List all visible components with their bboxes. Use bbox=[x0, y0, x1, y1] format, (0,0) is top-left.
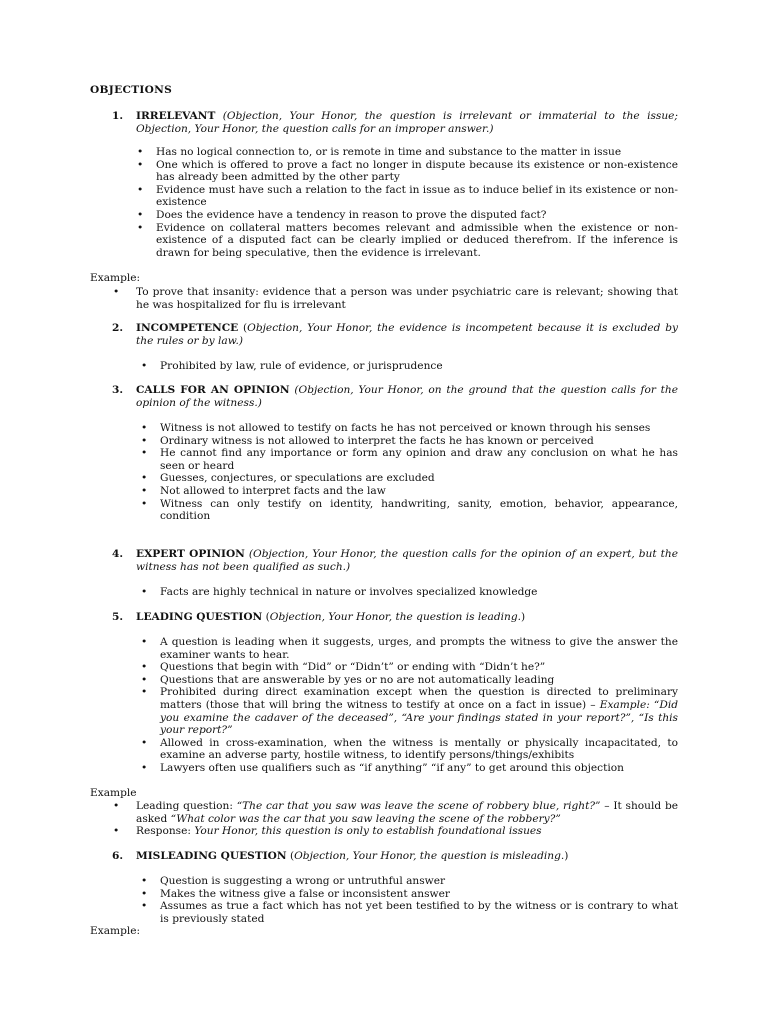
section-heading-text bbox=[136, 384, 678, 409]
bullet-list bbox=[138, 636, 678, 775]
bullet-list bbox=[134, 146, 678, 259]
objection-phrase: Objection, Your Honor, the question is leading. bbox=[269, 611, 522, 623]
list-item: • Questions that begin with “Did” or “Didn’t” or ending with “Didn’t he?” bbox=[138, 661, 678, 674]
section-heading bbox=[112, 384, 678, 409]
objection-name: LEADING QUESTION bbox=[136, 611, 263, 623]
list-item: • Witness is not allowed to testify on facts he has not perceived or known through his senses bbox=[138, 422, 678, 435]
list-item: • Prohibited by law, rule of evidence, or jurisprudence bbox=[138, 360, 678, 373]
list-item: • Assumes as true a fact which has not yet been testified to by the witness or is contrary to what is previously stated bbox=[138, 900, 678, 925]
section-heading bbox=[112, 548, 678, 573]
example-list bbox=[110, 800, 678, 838]
section-expert-opinion bbox=[112, 548, 678, 573]
list-item: • Ordinary witness is not allowed to interpret the facts he has known or perceived bbox=[138, 435, 678, 448]
example-item: • Leading question: “The car that you saw was leave the scene of robbery blue, right?” – It should be asked “What color was the car that you saw leaving the scene of the robbery?” bbox=[110, 800, 678, 825]
objection-name: CALLS FOR AN OPINION bbox=[136, 384, 290, 396]
list-item: • Does the evidence have a tendency in reason to prove the disputed fact? bbox=[134, 209, 678, 222]
objection-name: IRRELEVANT bbox=[136, 110, 216, 122]
list-item: • One which is offered to prove a fact no longer in dispute because its existence or non-existence has already been admitted by the other party bbox=[134, 159, 678, 184]
bullet-list bbox=[138, 586, 678, 599]
list-item: • Lawyers often use qualifiers such as “if anything” “if any” to get around this objection bbox=[138, 762, 678, 775]
objection-phrase: (Objection, Your Honor, on the ground that the question calls for the opinion of the witness.) bbox=[136, 384, 678, 409]
section-heading bbox=[112, 611, 678, 624]
list-item: • Prohibited during direct examination except when the question is directed to preliminary matters (those that will bring the witness to testify at once on a fact in issue) – Example: “Did you examine the cadaver of the deceased”, “Are your findings stated in your report?”, “Is this your report?” bbox=[138, 686, 678, 736]
section-heading bbox=[112, 110, 678, 135]
example-list bbox=[110, 286, 678, 311]
section-calls-for-opinion bbox=[112, 384, 678, 409]
section-number: 2. bbox=[112, 322, 124, 334]
list-item: • A question is leading when it suggests, urges, and prompts the witness to give the answer the examiner wants to hear. bbox=[138, 636, 678, 661]
bullet-list bbox=[138, 875, 678, 925]
section-incompetence bbox=[112, 322, 678, 347]
section-number: 1. bbox=[112, 110, 124, 122]
objection-phrase: (Objection, Your Honor, the question calls for the opinion of an expert, but the witness has not been qualified as such.) bbox=[136, 548, 678, 573]
list-item: • Facts are highly technical in nature or involves specialized knowledge bbox=[138, 586, 678, 599]
objection-name: EXPERT OPINION bbox=[136, 548, 245, 560]
section-heading-text: MISLEADING QUESTION (Objection, Your Honor, the question is misleading.) bbox=[136, 850, 569, 862]
objection-phrase: Objection, Your Honor, the evidence is incompetent because it is excluded by the rules or by law.) bbox=[136, 322, 678, 347]
example-item: • To prove that insanity: evidence that a person was under psychiatric care is relevant; showing that he was hospitalized for flu is irrelevant bbox=[110, 286, 678, 311]
example-item: • Response: Your Honor, this question is only to establish foundational issues bbox=[110, 825, 678, 838]
bullet-list bbox=[138, 422, 678, 523]
section-irrelevant bbox=[112, 110, 678, 135]
list-item: • He cannot find any importance or form any opinion and draw any conclusion on what he has seen or heard bbox=[138, 447, 678, 472]
section-heading-text bbox=[136, 110, 678, 135]
section-number: 6. bbox=[112, 850, 124, 862]
list-item: • Allowed in cross-examination, when the witness is mentally or physically incapacitated, to examine an adverse party, hostile witness, to identify persons/things/exhibits bbox=[138, 737, 678, 762]
document-title: OBJECTIONS bbox=[90, 84, 173, 96]
section-heading-text: LEADING QUESTION (Objection, Your Honor, the question is leading.) bbox=[136, 611, 526, 623]
list-item: • Has no logical connection to, or is remote in time and substance to the matter in issue bbox=[134, 146, 678, 159]
list-item: • Guesses, conjectures, or speculations are excluded bbox=[138, 472, 678, 485]
objection-name: MISLEADING QUESTION bbox=[136, 850, 287, 862]
section-heading bbox=[112, 850, 678, 863]
list-item: • Witness can only testify on identity, handwriting, sanity, emotion, behavior, appearance, condition bbox=[138, 498, 678, 523]
example-label: Example: bbox=[90, 272, 141, 284]
list-item: • Evidence must have such a relation to the fact in issue as to induce belief in its existence or non-existence bbox=[134, 184, 678, 209]
example-label: Example: bbox=[90, 925, 141, 937]
section-heading-text: INCOMPETENCE (Objection, Your Honor, the evidence is incompetent because it is excluded by the rules or by law.) bbox=[136, 322, 678, 347]
section-misleading-question bbox=[112, 850, 678, 863]
objection-phrase: (Objection, Your Honor, the question is irrelevant or immaterial to the issue; Objection, Your Honor, the question calls for an improper answer.) bbox=[136, 110, 678, 135]
bullet-list bbox=[138, 360, 678, 373]
section-heading bbox=[112, 322, 678, 347]
list-item: • Question is suggesting a wrong or untruthful answer bbox=[138, 875, 678, 888]
list-item: • Not allowed to interpret facts and the law bbox=[138, 485, 678, 498]
section-number: 4. bbox=[112, 548, 124, 560]
objection-phrase: Objection, Your Honor, the question is misleading. bbox=[294, 850, 565, 862]
section-heading-text bbox=[136, 548, 678, 573]
section-leading-question bbox=[112, 611, 678, 624]
example-label: Example bbox=[90, 787, 137, 799]
objection-name: INCOMPETENCE bbox=[136, 322, 239, 334]
list-item: • Evidence on collateral matters becomes relevant and admissible when the existence or non-existence of a disputed fact can be clearly implied or deduced therefrom. If the inference is drawn for being speculative, then the evidence is irrelevant. bbox=[134, 222, 678, 260]
list-item: • Makes the witness give a false or inconsistent answer bbox=[138, 888, 678, 901]
section-number: 3. bbox=[112, 384, 124, 396]
list-item: • Questions that are answerable by yes or no are not automatically leading bbox=[138, 674, 678, 687]
section-number: 5. bbox=[112, 611, 124, 623]
